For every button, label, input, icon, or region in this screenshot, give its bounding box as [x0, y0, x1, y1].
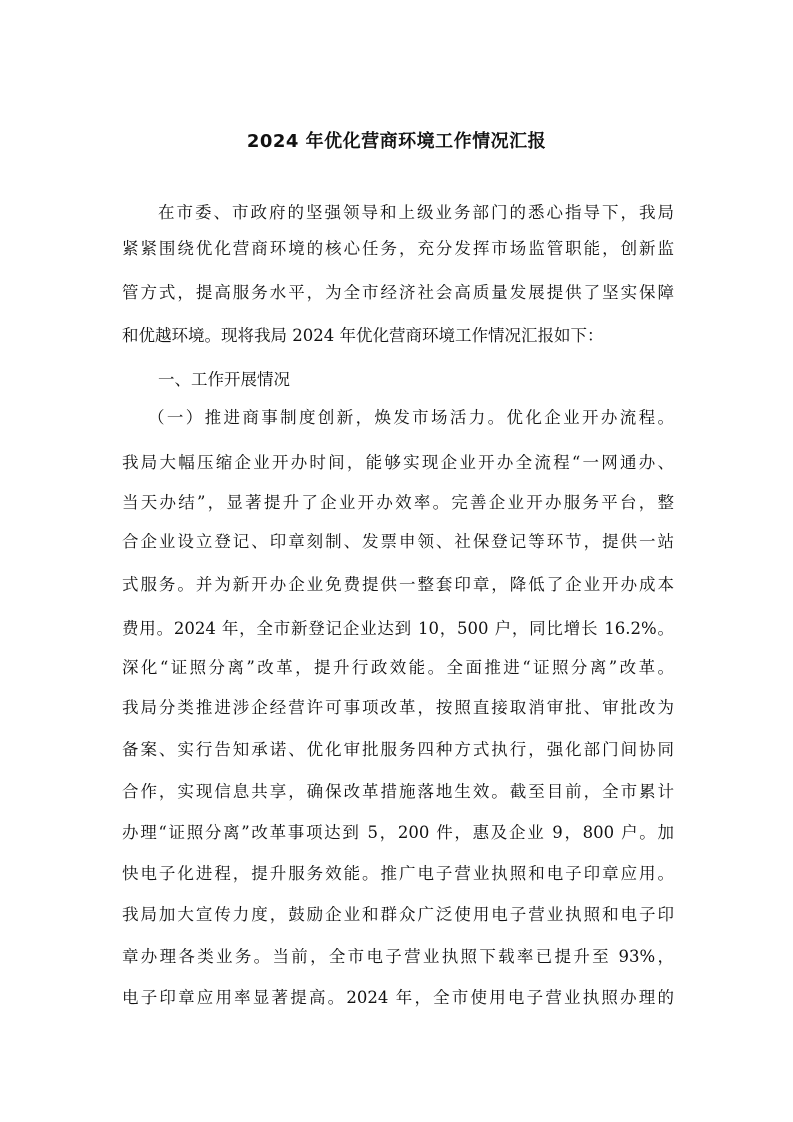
paragraph-line: 我局大幅压缩企业开办时间，能够实现企业开办全流程“一网通办、: [122, 453, 674, 472]
section-heading: 一、工作开展情况: [158, 370, 290, 389]
paragraph-line: 合作，实现信息共享，确保改革措施落地生效。截至目前，全市累计: [122, 782, 674, 801]
paragraph-line: 我局分类推进涉企经营许可事项改革，按照直接取消审批、审批改为: [122, 698, 674, 717]
paragraph-line: 快电子化进程，提升服务效能。推广电子营业执照和电子印章应用。: [122, 864, 674, 883]
paragraph-line: 合企业设立登记、印章刻制、发票申领、社保登记等环节，提供一站: [122, 532, 674, 551]
paragraph-line: 在市委、市政府的坚强领导和上级业务部门的悉心指导下，我局: [158, 203, 674, 222]
paragraph-line: 我局加大宣传力度，鼓励企业和群众广泛使用电子营业执照和电子印: [122, 905, 674, 924]
paragraph-line: 和优越环境。现将我局 2024 年优化营商环境工作情况汇报如下：: [122, 326, 604, 345]
paragraph-line: 备案、实行告知承诺、优化审批服务四种方式执行，强化部门间协同: [122, 740, 674, 759]
paragraph-line: 管方式，提高服务水平，为全市经济社会高质量发展提供了坚实保障: [122, 283, 674, 302]
paragraph-line: 办理“证照分离”改革事项达到 5，200 件，惠及企业 9，800 户。加: [122, 823, 674, 842]
paragraph-line: 章办理各类业务。当前，全市电子营业执照下载率已提升至 93%，: [122, 947, 674, 966]
paragraph-line: 紧紧围绕优化营商环境的核心任务，充分发挥市场监管职能，创新监: [122, 239, 674, 258]
paragraph-line: 当天办结”，显著提升了企业开办效率。完善企业开办服务平台，整: [122, 493, 674, 512]
paragraph-line: 费用。2024 年，全市新登记企业达到 10，500 户，同比增长 16.2%。: [122, 619, 674, 638]
paragraph-line: 式服务。并为新开办企业免费提供一整套印章，降低了企业开办成本: [122, 575, 674, 594]
document-title: 2024 年优化营商环境工作情况汇报: [246, 131, 547, 152]
paragraph-line: 电子印章应用率显著提高。2024 年，全市使用电子营业执照办理的: [122, 988, 674, 1007]
paragraph-line: 深化“证照分离”改革，提升行政效能。全面推进“证照分离”改革。: [122, 658, 674, 677]
paragraph-line: （一）推进商事制度创新，焕发市场活力。优化企业开办流程。: [148, 408, 674, 427]
